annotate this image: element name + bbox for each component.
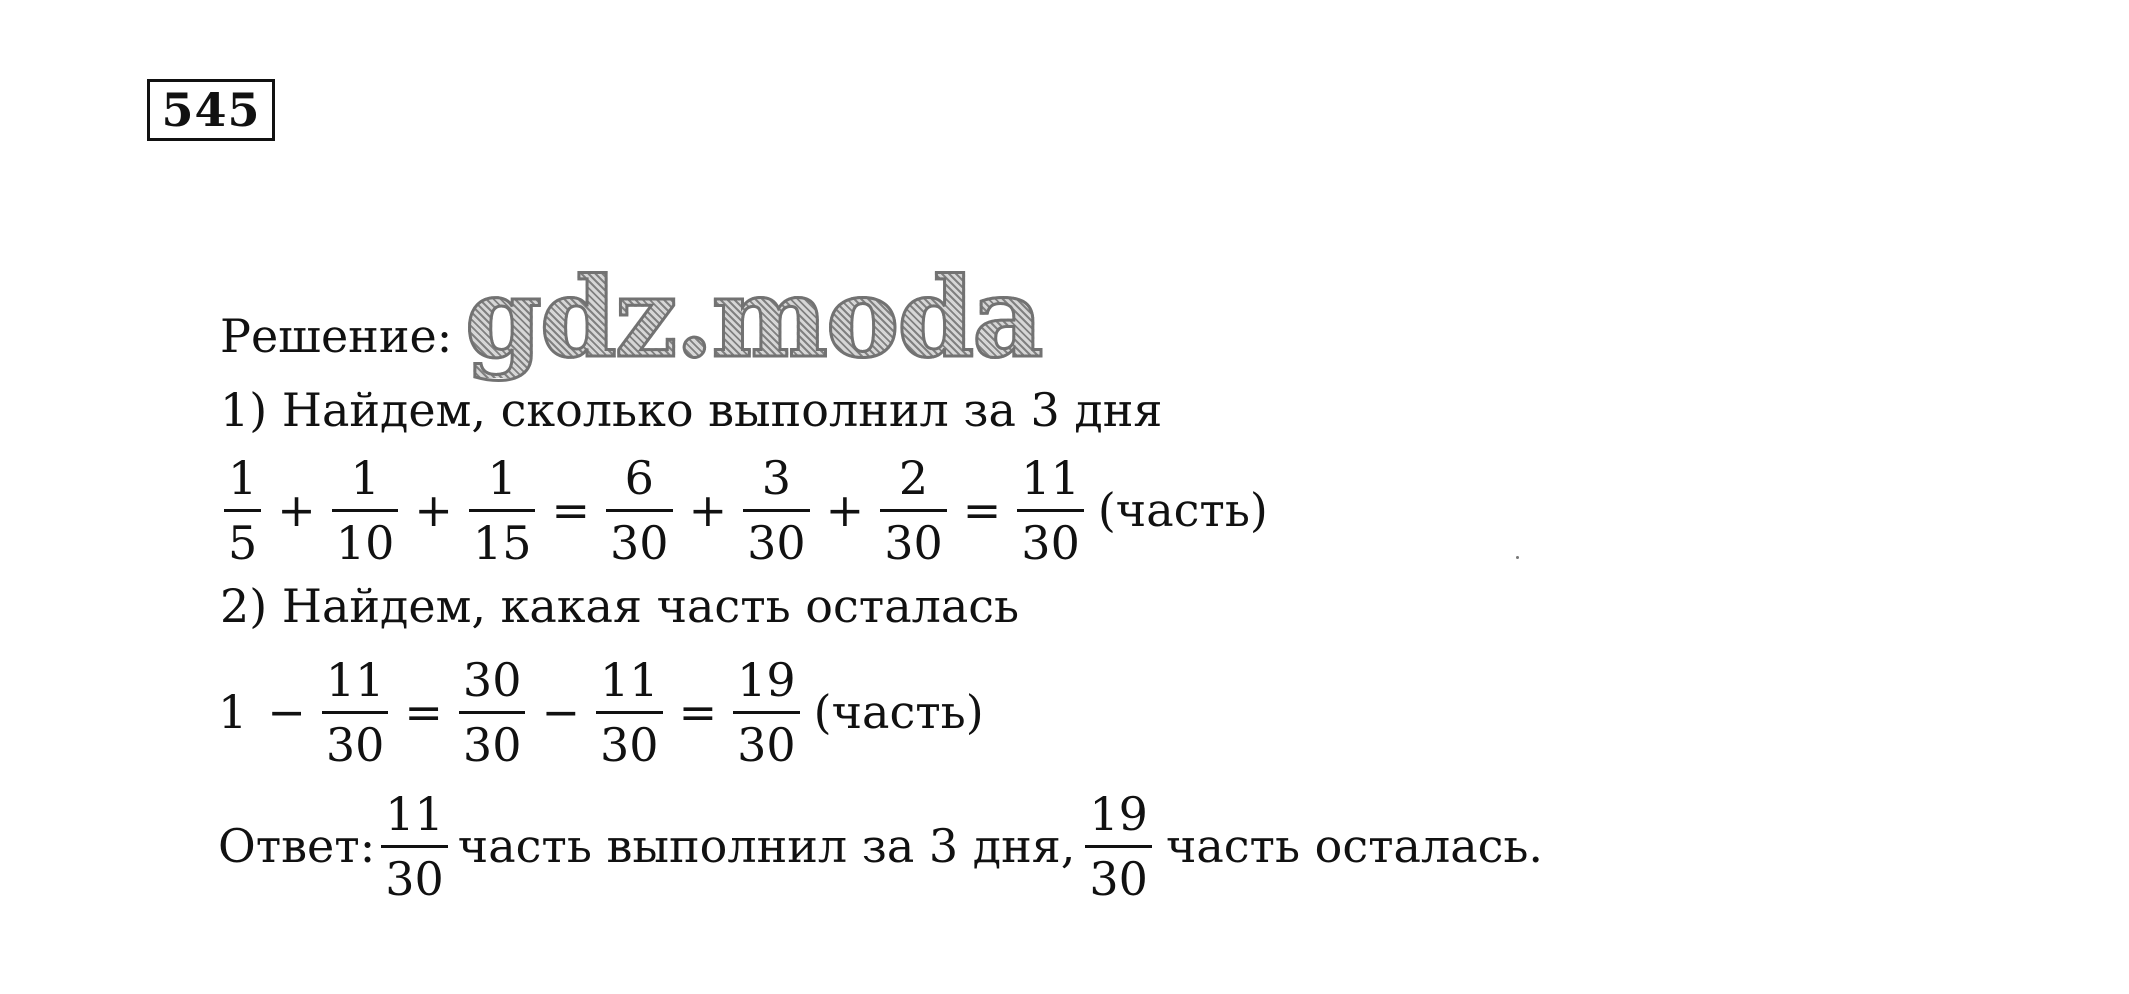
numerator: 19 xyxy=(1089,786,1148,841)
step2-equation xyxy=(218,648,984,776)
step1-text: 1) Найдем, сколько выполнил за 3 дня xyxy=(220,383,1163,437)
fraction xyxy=(1017,449,1084,572)
equals-sign: = xyxy=(404,685,443,739)
watermark-logo: gdz.moda xyxy=(465,253,1042,382)
answer-label: Ответ: xyxy=(218,819,376,873)
plus-sign: + xyxy=(277,483,316,537)
fraction xyxy=(1085,785,1152,908)
fraction-bar xyxy=(733,711,800,714)
denominator: 30 xyxy=(325,717,385,772)
fraction xyxy=(469,449,536,572)
answer-text-done: часть выполнил за 3 дня, xyxy=(457,819,1076,873)
fraction-bar xyxy=(743,509,810,512)
fraction-bar xyxy=(322,711,389,714)
numerator: 30 xyxy=(462,652,522,707)
task-number-box: 545 xyxy=(147,79,275,141)
fraction-bar xyxy=(332,509,399,512)
fraction xyxy=(880,449,947,572)
answer-text-remaining: часть осталась. xyxy=(1165,819,1544,873)
fraction xyxy=(606,449,673,572)
fraction-bar xyxy=(459,711,526,714)
numerator: 11 xyxy=(325,652,385,707)
step2-text: 2) Найдем, какая часть осталась xyxy=(220,579,1020,633)
stray-dot xyxy=(1516,556,1519,559)
numerator: 3 xyxy=(761,450,792,505)
fraction xyxy=(733,651,800,774)
equals-sign: = xyxy=(551,483,591,537)
solution-heading: Решение: xyxy=(220,309,453,363)
answer-line xyxy=(218,782,1543,910)
fraction xyxy=(459,651,526,774)
numerator: 1 xyxy=(228,450,258,505)
fraction xyxy=(224,449,261,572)
numerator: 11 xyxy=(385,786,444,841)
minus-sign: − xyxy=(267,685,306,739)
fraction xyxy=(322,651,389,774)
denominator: 30 xyxy=(600,717,659,772)
fraction-bar xyxy=(596,711,663,714)
denominator: 15 xyxy=(472,515,532,570)
fraction-bar xyxy=(606,509,673,512)
equals-sign: = xyxy=(962,483,1002,537)
numerator: 1 xyxy=(487,450,517,505)
plus-sign: + xyxy=(688,483,728,537)
fraction-bar xyxy=(381,845,448,848)
equals-sign: = xyxy=(678,685,718,739)
step1-equation xyxy=(218,446,1268,574)
denominator: 30 xyxy=(610,515,669,570)
fraction xyxy=(743,449,810,572)
numerator: 2 xyxy=(898,450,929,505)
fraction-bar xyxy=(469,509,536,512)
unit-label: (часть) xyxy=(1097,483,1268,537)
denominator: 30 xyxy=(737,717,796,772)
numerator: 11 xyxy=(1021,450,1080,505)
fraction-bar xyxy=(1085,845,1152,848)
fraction-bar xyxy=(880,509,947,512)
denominator: 10 xyxy=(335,515,395,570)
denominator: 30 xyxy=(1089,851,1148,906)
fraction xyxy=(332,449,399,572)
number-one: 1 xyxy=(218,685,248,739)
minus-sign: − xyxy=(541,685,581,739)
numerator: 1 xyxy=(350,450,380,505)
denominator: 30 xyxy=(884,515,943,570)
denominator: 30 xyxy=(385,851,444,906)
denominator: 30 xyxy=(462,717,522,772)
numerator: 6 xyxy=(624,450,654,505)
numerator: 11 xyxy=(600,652,659,707)
fraction-bar xyxy=(1017,509,1084,512)
denominator: 30 xyxy=(1021,515,1080,570)
fraction xyxy=(381,785,448,908)
plus-sign: + xyxy=(414,483,453,537)
fraction xyxy=(596,651,663,774)
denominator: 5 xyxy=(228,515,258,570)
denominator: 30 xyxy=(747,515,806,570)
unit-label: (часть) xyxy=(813,685,984,739)
plus-sign: + xyxy=(825,483,865,537)
numerator: 19 xyxy=(737,652,796,707)
fraction-bar xyxy=(224,509,261,512)
